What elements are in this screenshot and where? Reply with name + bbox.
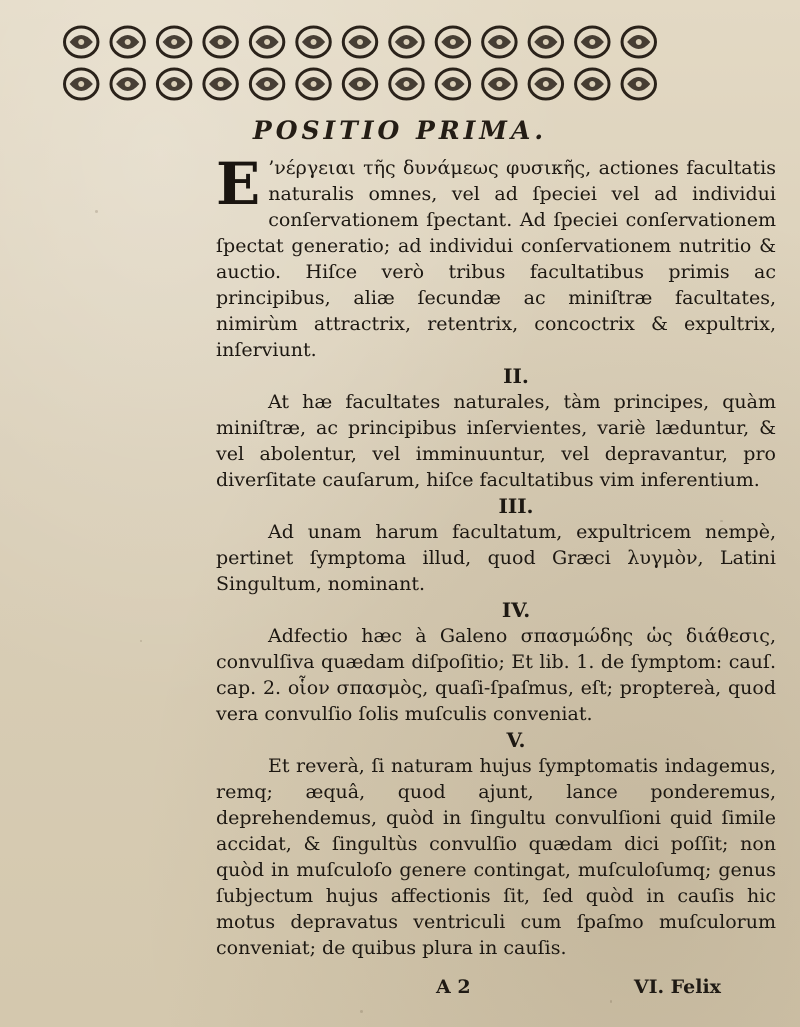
paragraph-1	[216, 150, 776, 363]
fleuron-icon	[297, 27, 330, 57]
fleuron-icon	[529, 69, 562, 99]
fleuron-icon	[483, 27, 516, 57]
fleuron-icon	[65, 27, 98, 57]
section-heading: POSITIO PRIMA.	[252, 116, 548, 145]
paper-speckle	[720, 520, 723, 522]
fleuron-icon	[250, 27, 283, 57]
fleuron-icon	[483, 69, 516, 99]
text-body	[216, 150, 776, 961]
fleuron-icon	[204, 27, 237, 57]
catchword: VI. Felix	[633, 976, 721, 998]
fleuron-icon	[157, 27, 190, 57]
paragraph-2: At hæ facultates naturales, tàm principes, quàm miniſtræ, ac principibus inſervientes, variè læduntur, & vel abolentur, vel imminuuntur, vel depravantur, pro diverſitate cauſarum, hiſce facultatibus vim inferentium.	[216, 391, 776, 491]
fleuron-icon	[576, 27, 609, 57]
fleuron-icon	[157, 69, 190, 99]
section-number-4: IV.	[501, 598, 531, 622]
fleuron-icon	[390, 27, 423, 57]
paragraph-3: Ad unam harum facultatum, expultricem nempè, pertinet ſymptoma illud, quod Græci λυγμὸν, Latini Singultum, nominant.	[216, 521, 776, 595]
section-number-5: V.	[506, 728, 526, 752]
paper-speckle	[360, 1010, 363, 1013]
paper-speckle	[95, 210, 98, 213]
fleuron-icon	[436, 69, 469, 99]
page-footer	[216, 976, 776, 1006]
section-number-3: III.	[498, 494, 534, 518]
paragraph-5: Et reverà, ſi naturam hujus ſymptomatis indagemus, remq; æquâ, quod ajunt, lance ponderemus, deprehendemus, quòd in ſingultu convulſioni quid ſimile accidat, & ſingultùs convulſio quædam dici poſſit; non quòd in muſculoſo genere contingat, muſculoſumq; genus ſubjectum hujus affectionis ſit, ſed quòd in cauſis hic motus depravatus ventriculi cum ſpaſmo muſculorum conveniat; de quibus plura in cauſis.	[216, 755, 776, 959]
section-number-2: II.	[503, 364, 529, 388]
fleuron-icon	[204, 69, 237, 99]
signature-mark: A 2	[436, 976, 471, 998]
fleuron-icon	[343, 27, 376, 57]
fleuron-icon	[436, 27, 469, 57]
fleuron-icon	[390, 69, 423, 99]
fleuron-band-icon	[58, 18, 662, 110]
fleuron-icon	[111, 69, 144, 99]
fleuron-icon	[622, 69, 655, 99]
paragraph-1-text: ’νέργειαι τῆς δυνάμεως φυσικῆς, actiones facultatis naturalis omnes, vel ad ſpeciei vel ad individui conſervationem ſpectant. Ad ſpeciei conſervationem ſpectat generatio; ad individui conſervationem nutritio & auctio. Hiſce verò tribus facultatibus primis ac principibus, aliæ ſecundæ ac miniſtræ facultates, nimirùm attractrix, retentrix, concoctrix & expultrix, inſerviunt.	[216, 157, 776, 361]
fleuron-icon	[529, 27, 562, 57]
fleuron-icon	[111, 27, 144, 57]
paper-speckle	[610, 1000, 612, 1003]
fleuron-icon	[576, 69, 609, 99]
fleuron-icon	[250, 69, 283, 99]
fleuron-icon	[622, 27, 655, 57]
drop-cap: E	[216, 150, 261, 218]
paragraph-4: Adfectio hæc à Galeno σπασμώδης ὡς διάθεσις, convulſiva quædam diſpoſitio; Et lib. 1. de ſymptom: cauſ. cap. 2. οἷον σπασμὸς, quaſi-ſpaſmus, eſt; proptereà, quod vera convulſio ſolis muſculis conveniat.	[216, 625, 776, 725]
fleuron-icon	[343, 69, 376, 99]
paper-speckle	[140, 640, 142, 642]
fleuron-icon	[297, 69, 330, 99]
fleuron-icon	[65, 69, 98, 99]
